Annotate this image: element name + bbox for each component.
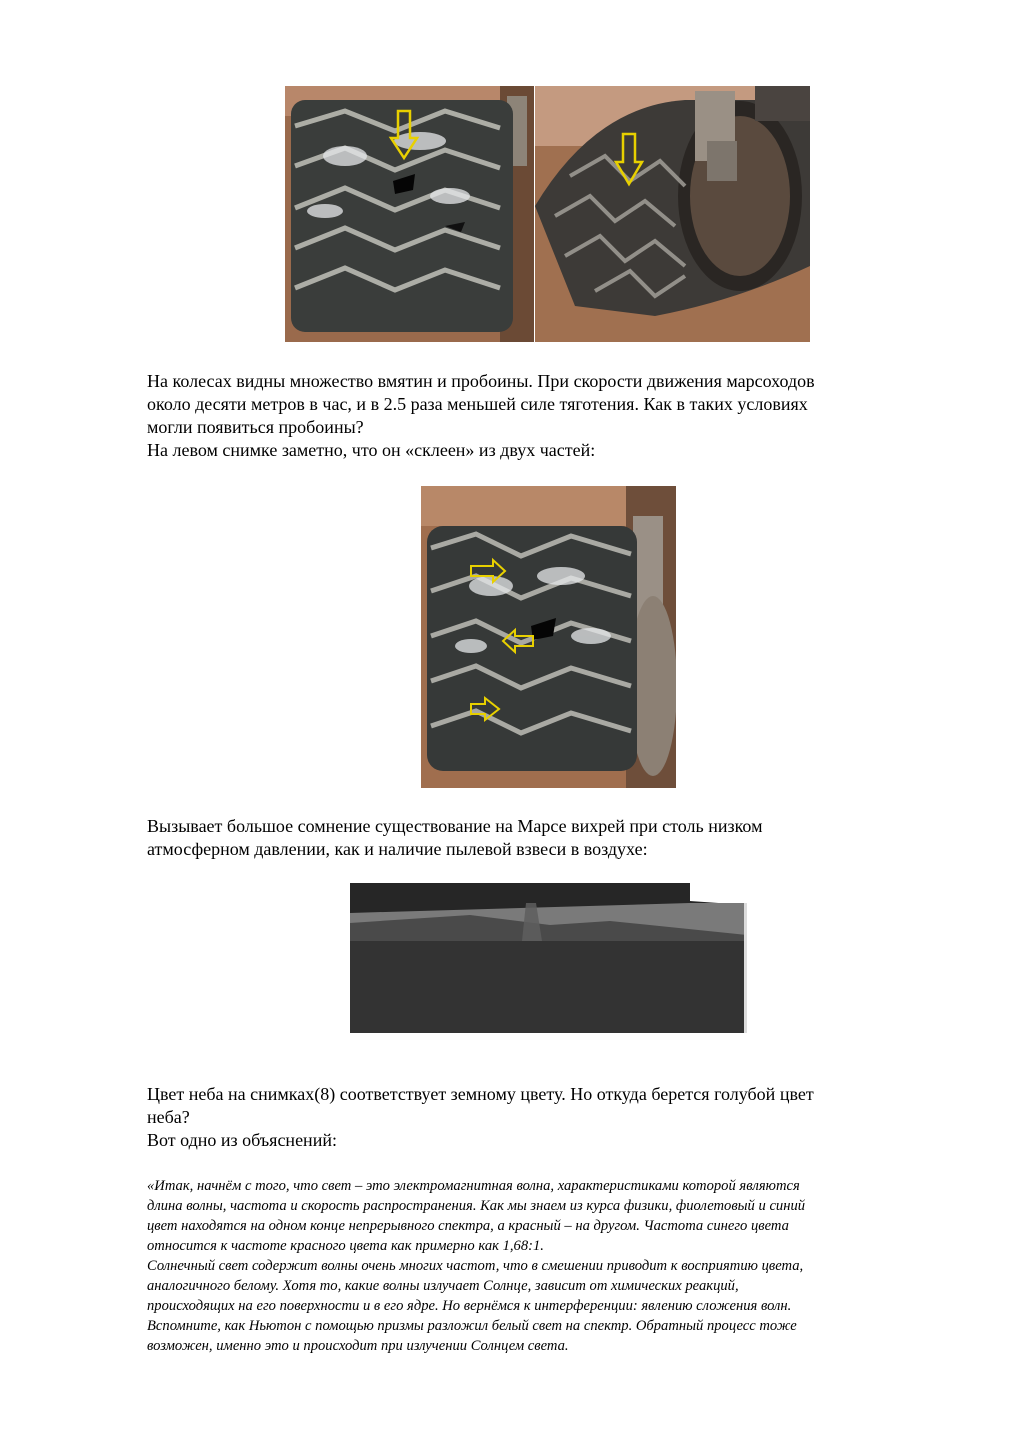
- rover-wheel-side-photo-icon: [535, 86, 810, 342]
- rover-wheel-seam-photo-icon: [421, 486, 676, 788]
- text-line: неба?: [147, 1107, 190, 1127]
- quote-line: Солнечный свет содержит волны очень многих частот, что в смешении приводит к восприятию цвета,: [147, 1258, 804, 1274]
- text-line: около десяти метров в час, и в 2.5 раза меньшей силе тяготения. Как в таких условиях: [147, 394, 808, 414]
- quote-line: «Итак, начнём с того, что свет – это электромагнитная волна, характеристиками которой являются: [147, 1178, 800, 1194]
- text-line: атмосферном давлении, как и наличие пылевой взвеси в воздухе:: [147, 839, 648, 859]
- quote-block: [147, 1176, 947, 1356]
- paragraph-sky-color: [147, 1083, 947, 1152]
- rover-wheel-with-hole-photo-icon: [285, 86, 534, 342]
- quote-line: длина волны, частота и скорость распространения. Как мы знаем из курса физики, фиолетовый и синий: [147, 1198, 806, 1214]
- text-line: могли появиться пробоины?: [147, 417, 364, 437]
- dust-devil-photo: [350, 883, 747, 1033]
- quote-line: цвет находятся на одном конце непрерывного спектра, а красный – на другом. Частота синего цвета: [147, 1218, 789, 1234]
- quote-line: Вспомните, как Ньютон с помощью призмы разложил белый свет на спектр. Обратный процесс тоже: [147, 1318, 797, 1334]
- quote-line: относится к частоте красного цвета как примерно как 1,68:1.: [147, 1238, 544, 1254]
- text-line: Вызывает большое сомнение существование на Марсе вихрей при столь низком: [147, 816, 763, 836]
- quote-line: возможен, именно это и происходит при излучении Солнцем света.: [147, 1338, 569, 1354]
- quote-line: происходящих на его поверхности и в его ядре. Но вернёмся к интерференции: явлению сложения волн.: [147, 1298, 792, 1314]
- quote-line: аналогичного белому. Хотя то, какие волны излучает Солнце, зависит от химических реакций,: [147, 1278, 739, 1294]
- wheel-photo-right: [535, 86, 810, 342]
- dust-devil-panorama-photo-icon: [350, 883, 747, 1033]
- paragraph-dust-devils: [147, 815, 947, 861]
- wheel-seam-photo: [421, 486, 676, 788]
- text-line: Цвет неба на снимках(8) соответствует земному цвету. Но откуда берется голубой цвет: [147, 1084, 814, 1104]
- paragraph-wheel-damage: [147, 370, 947, 462]
- wheel-photo-left: [285, 86, 534, 342]
- text-line: Вот одно из объяснений:: [147, 1130, 337, 1150]
- text-line: На левом снимке заметно, что он «склеен» из двух частей:: [147, 440, 596, 460]
- text-line: На колесах видны множество вмятин и пробоины. При скорости движения марсоходов: [147, 371, 815, 391]
